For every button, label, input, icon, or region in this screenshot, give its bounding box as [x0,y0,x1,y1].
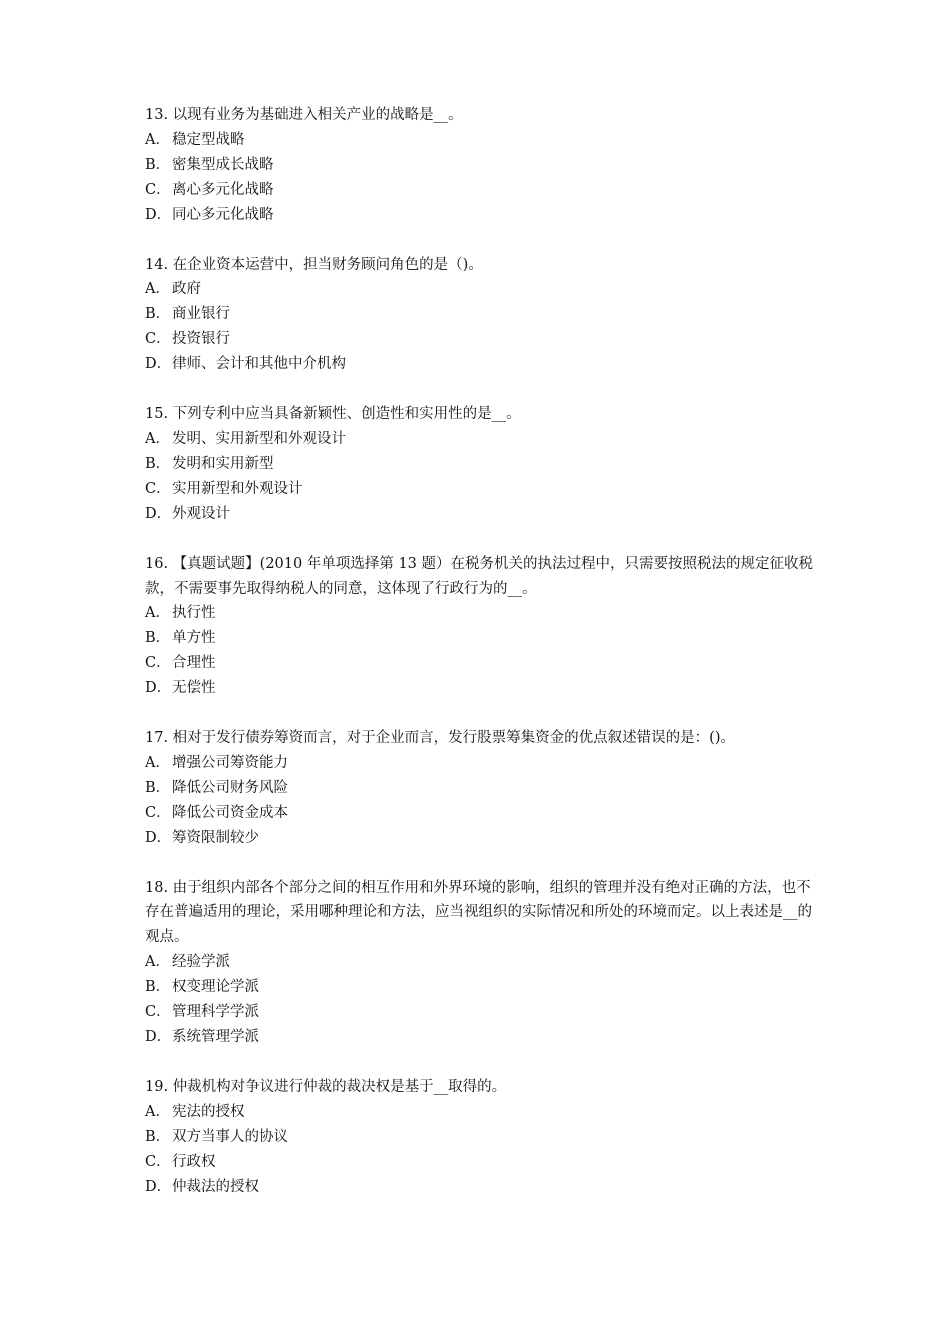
option-text: 外观设计 [172,505,230,522]
option-letter: B． [145,979,171,996]
answer-option [145,1025,815,1050]
option-letter: D． [145,1029,172,1045]
option-letter: B． [145,1128,171,1145]
answer-option [145,1000,815,1025]
option-letter: B． [145,630,171,647]
option-letter: D． [145,829,172,846]
option-text: 发明、实用新型和外观设计 [172,430,346,447]
question-stem: 14. 在企业资本运营中，担当财务顾问角色的是（)。 [145,256,483,273]
option-letter: A． [145,754,170,771]
option-text: 经验学派 [172,954,230,971]
answer-option [145,801,815,826]
option-letter: C． [145,804,171,821]
option-letter: A． [145,954,170,971]
option-text: 无偿性 [172,680,216,697]
answer-option [145,427,815,452]
question-stem: 17. 相对于发行债券筹资而言，对于企业而言，发行股票筹集资金的优点叙述错误的是：()。 [145,730,735,747]
option-letter: B． [145,455,171,472]
answer-option [145,302,815,327]
answer-option [145,1150,815,1175]
question-block [145,402,815,527]
question-block [145,876,815,1050]
option-text: 商业银行 [172,306,230,323]
option-text: 投资银行 [172,331,230,348]
option-text: 稳定型战略 [172,131,245,148]
option-letter: A． [145,281,170,298]
question-stem: 16. 【真题试题】(2010 年单项选择第 13 题）在税务机关的执法过程中，只需要按照税法的规定征收税款，不需要事先取得纳税人的同意，这体现了行政行为的__。 [145,555,814,597]
answer-option [145,626,815,651]
answer-option [145,452,815,477]
option-letter: A． [145,430,170,447]
option-letter: C． [145,331,171,348]
answer-option [145,751,815,776]
question-stem: 13. 以现有业务为基础进入相关产业的战略是__。 [145,107,463,123]
answer-option [145,676,815,701]
option-letter: B． [145,156,171,173]
option-letter: D． [145,206,172,223]
option-letter: B． [145,306,171,323]
option-text: 仲裁法的授权 [172,1178,259,1195]
option-text: 增强公司筹资能力 [172,754,288,771]
option-text: 执行性 [172,605,216,622]
option-letter: A． [145,1103,170,1120]
option-letter: C． [145,1153,171,1170]
option-text: 双方当事人的协议 [172,1128,288,1145]
option-text: 降低公司财务风险 [172,779,288,796]
answer-option [145,477,815,502]
option-letter: A． [145,605,170,622]
option-text: 密集型成长战略 [172,156,274,173]
answer-option [145,502,815,527]
option-text: 政府 [172,281,201,298]
question-stem: 15. 下列专利中应当具备新颖性、创造性和实用性的是__。 [145,406,521,423]
question-block [145,253,815,378]
answer-option [145,776,815,801]
answer-option [145,352,815,377]
question-block [145,103,815,228]
option-letter: D． [145,505,172,522]
answer-option [145,277,815,302]
option-text: 合理性 [172,655,216,672]
answer-option [145,203,815,228]
option-letter: C． [145,480,171,497]
option-letter: A． [145,131,170,148]
option-letter: C． [145,655,171,672]
option-text: 同心多元化战略 [172,206,274,223]
option-letter: C． [145,1004,171,1021]
option-letter: D． [145,1178,172,1195]
option-letter: D． [145,680,172,697]
option-text: 筹资限制较少 [172,829,259,846]
option-letter: B． [145,779,171,796]
option-text: 发明和实用新型 [172,455,274,472]
question-block [145,1075,815,1200]
question-block [145,552,815,701]
answer-option [145,1100,815,1125]
answer-option [145,153,815,178]
option-text: 系统管理学派 [172,1029,259,1045]
answer-option [145,128,815,153]
question-stem: 19. 仲裁机构对争议进行仲裁的裁决权是基于__取得的。 [145,1078,507,1095]
question-block [145,726,815,851]
option-text: 行政权 [172,1153,216,1170]
option-text: 单方性 [172,630,216,647]
answer-option [145,601,815,626]
answer-option [145,975,815,1000]
option-text: 实用新型和外观设计 [172,480,303,497]
answer-option [145,178,815,203]
answer-option [145,327,815,352]
option-letter: C． [145,181,171,198]
answer-option [145,651,815,676]
option-text: 律师、会计和其他中介机构 [172,356,346,373]
option-text: 宪法的授权 [172,1103,245,1120]
option-text: 管理科学学派 [172,1004,259,1021]
option-text: 权变理论学派 [172,979,259,996]
option-text: 降低公司资金成本 [172,804,288,821]
answer-option [145,1175,815,1200]
answer-option [145,1125,815,1150]
option-letter: D． [145,356,172,373]
question-stem: 18. 由于组织内部各个部分之间的相互作用和外界环境的影响，组织的管理并没有绝对正确的方法，也不存在普遍适用的理论，采用哪种理论和方法，应当视组织的实际情况和所处的环境而定。以上表述是__的观点。 [145,879,812,946]
answer-option [145,950,815,975]
answer-option [145,826,815,851]
question-list [145,103,815,1224]
option-text: 离心多元化战略 [172,181,274,198]
